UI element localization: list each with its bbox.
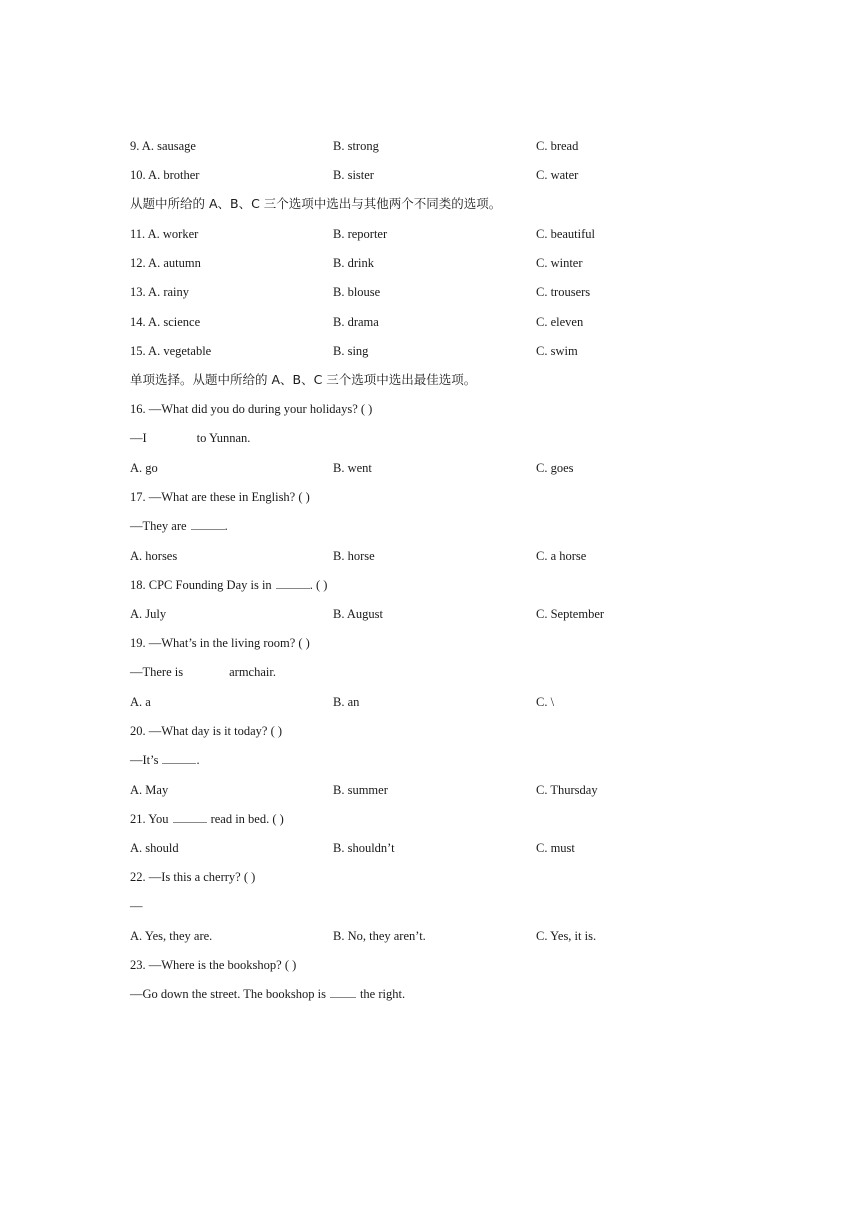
reply-end: armchair. [229,665,276,679]
option-b: B. horse [333,549,375,563]
reply-start: —There is [130,665,184,679]
option-b: B. summer [333,783,388,797]
option-c: C. goes [536,461,574,475]
option-a: 11. A. worker [130,227,199,241]
option-b: B. strong [333,139,379,153]
option-a: 12. A. autumn [130,256,201,270]
question-11-options [130,224,750,244]
option-a: A. horses [130,549,178,563]
option-b: B. No, they aren’t. [333,929,426,943]
option-b: B. blouse [333,285,381,299]
option-a: 10. A. brother [130,168,200,182]
question-19-reply [130,662,750,682]
option-c: C. bread [536,139,579,153]
option-a: A. July [130,607,167,621]
reply-start: —Go down the street. The bookshop is [130,987,326,1001]
question-22-options [130,926,750,946]
option-b: B. sister [333,168,374,182]
option-a: A. Yes, they are. [130,929,213,943]
question-13-options [130,282,750,302]
question-end: . ( ) [309,578,328,592]
question-15-options [130,341,750,361]
section-instruction-single-choice: 单项选择。从题中所给的 A、B、C 三个选项中选出最佳选项。 [130,372,477,387]
option-c: C. September [536,607,605,621]
question-start: 21. You [130,812,169,826]
option-c: C. beautiful [536,227,596,241]
question-20-options [130,780,750,800]
question-start: 18. CPC Founding Day is in [130,578,272,592]
option-b: B. sing [333,344,369,358]
reply-start: —It’s [130,753,159,767]
option-a: A. May [130,783,169,797]
reply-start: —I [130,431,147,445]
question-17-text: 17. —What are these in English? ( ) [130,490,310,504]
question-12-options [130,253,750,273]
question-16-text: 16. —What did you do during your holidays? ( ) [130,402,373,416]
question-19-options [130,692,750,712]
option-b: B. drink [333,256,374,270]
answer-blank [330,985,356,998]
option-c: C. swim [536,344,578,358]
option-c: C. a horse [536,549,587,563]
option-a: 15. A. vegetable [130,344,212,358]
option-c: C. must [536,841,575,855]
question-21-options [130,838,750,858]
question-20-text: 20. —What day is it today? ( ) [130,724,283,738]
question-23-text: 23. —Where is the bookshop? ( ) [130,958,297,972]
question-18-options [130,604,750,624]
question-18-text [130,575,750,595]
question-9-options [130,136,750,156]
option-a: A. should [130,841,179,855]
question-17-reply [130,516,750,536]
answer-blank [173,810,207,823]
option-c: C. Yes, it is. [536,929,597,943]
option-a: 13. A. rainy [130,285,190,299]
option-c: C. winter [536,256,583,270]
reply-end: . [196,753,200,767]
question-16-options [130,458,750,478]
question-20-reply [130,750,750,770]
question-end: read in bed. ( ) [210,812,284,826]
question-19-text: 19. —What’s in the living room? ( ) [130,636,310,650]
question-16-reply [130,428,750,448]
question-23-reply [130,984,750,1004]
question-17-options [130,546,750,566]
reply-start: —They are [130,519,187,533]
option-c: C. eleven [536,315,584,329]
option-b: B. drama [333,315,379,329]
option-b: B. went [333,461,372,475]
reply-end: . [224,519,228,533]
option-c: C. trousers [536,285,591,299]
reply-end: the right. [359,987,406,1001]
question-14-options [130,312,750,332]
option-a: A. go [130,461,158,475]
question-22-text: 22. —Is this a cherry? ( ) [130,870,256,884]
option-b: B. shouldn’t [333,841,395,855]
answer-blank [276,576,310,589]
option-a: A. a [130,695,151,709]
option-c: C. \ [536,695,555,709]
question-22-reply: — [130,899,143,913]
option-c: C. Thursday [536,783,598,797]
option-a: 9. A. sausage [130,139,196,153]
section-instruction-odd-one-out: 从题中所给的 A、B、C 三个选项中选出与其他两个不同类的选项。 [130,196,502,211]
option-c: C. water [536,168,579,182]
option-b: B. reporter [333,227,388,241]
option-b: B. August [333,607,384,621]
answer-blank [191,517,225,530]
option-b: B. an [333,695,360,709]
question-10-options [130,165,750,185]
reply-end: to Yunnan. [196,431,251,445]
question-21-text [130,809,750,829]
answer-blank [162,751,196,764]
option-a: 14. A. science [130,315,201,329]
